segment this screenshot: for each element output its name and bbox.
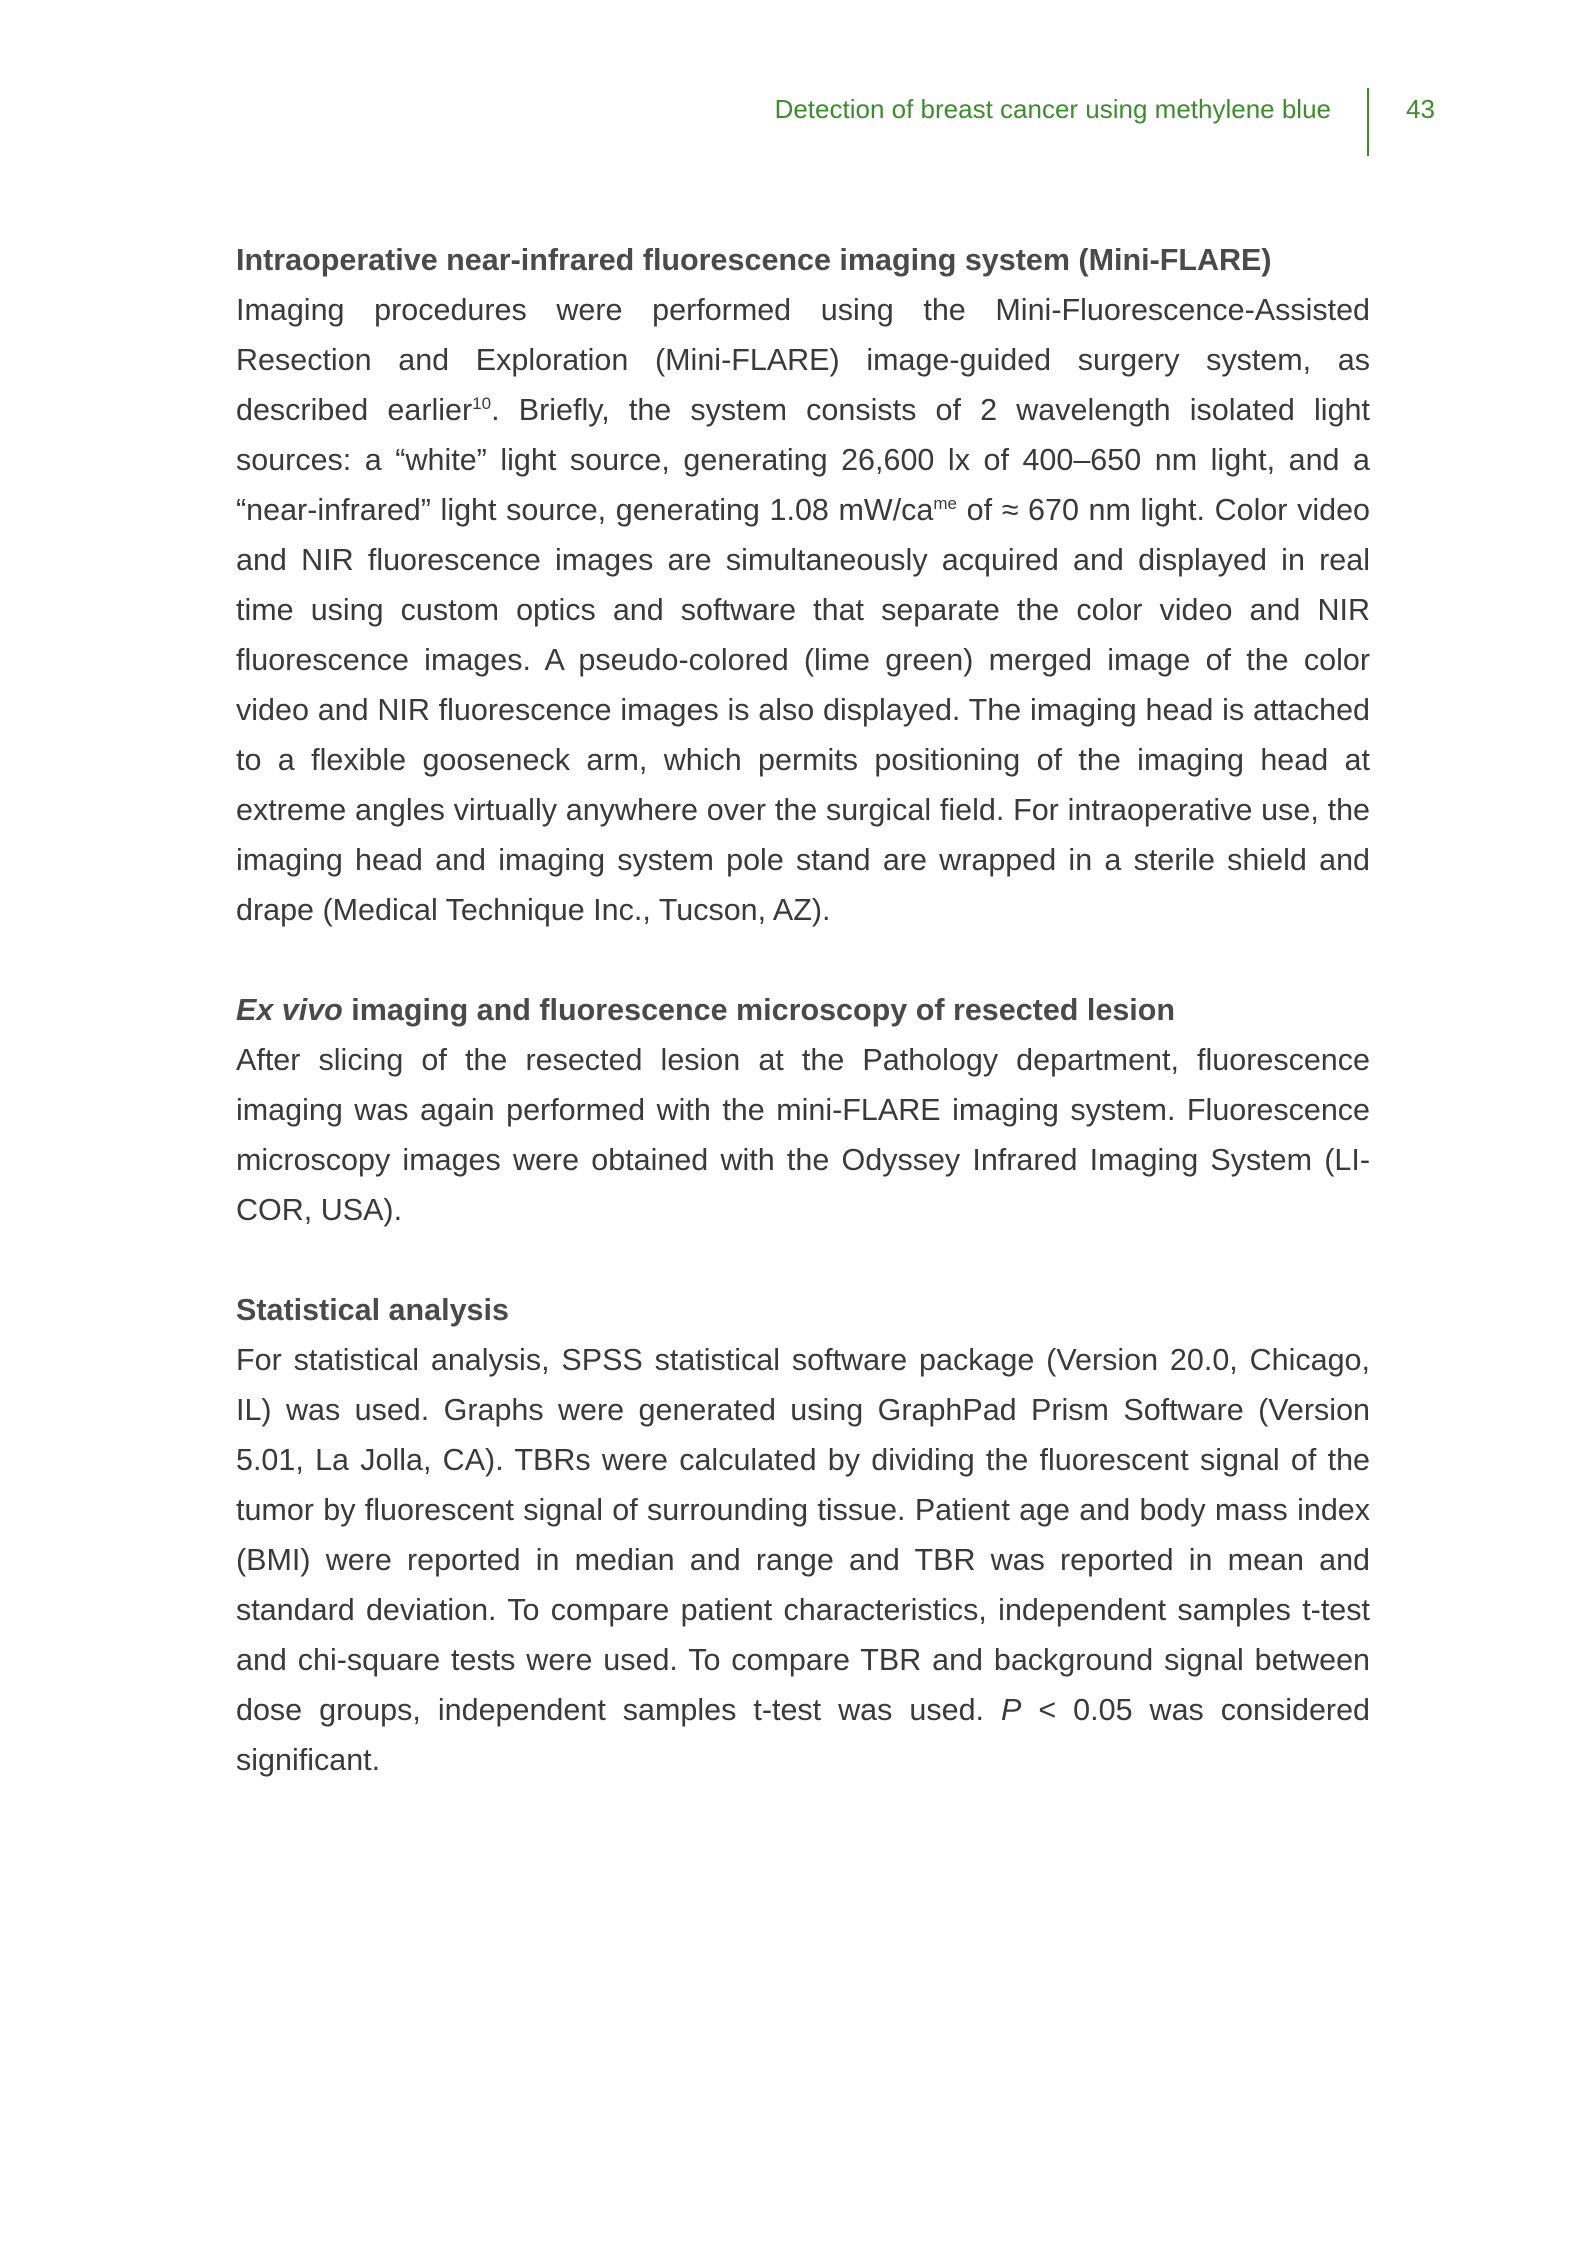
reference-superscript: 10 bbox=[472, 393, 492, 413]
paragraph-text: of ≈ 670 nm light. Color video and NIR fluorescence images are simultaneously acquired and displayed in real time using custom optics and software that separate the color video and NIR fluorescence images. A pseudo-colored (lime green) merged image of the color video and NIR fluorescence images is also displayed. The imaging head is attached to a flexible gooseneck arm, which permits positioning of the imaging head at extreme angles virtually anywhere over the surgical field. For intraoperative use, the imaging head and imaging system pole stand are wrapped in a sterile shield and drape (Medical Technique Inc., Tucson, AZ). bbox=[236, 493, 1371, 927]
unit-superscript: me bbox=[933, 493, 958, 513]
section-heading bbox=[236, 985, 1370, 1035]
heading-text: imaging and fluorescence microscopy of resected lesion bbox=[342, 993, 1176, 1027]
paragraph-text: For statistical analysis, SPSS statistical software package (Version 20.0, Chicago, IL) was used. Graphs were generated using GraphPad Prism Software (Version 5.01, La Jolla, CA). TBRs were calculated by dividing the fluorescent signal of the tumor by fluorescent signal of surrounding tissue. Patient age and body mass index (BMI) were reported in median and range and TBR was reported in mean and standard deviation. To compare patient characteristics, independent samples t-test and chi-square tests were used. To compare TBR and background signal between dose groups, independent samples t-test was used. bbox=[236, 1343, 1370, 1727]
section-statistical-analysis bbox=[236, 1285, 1370, 1785]
section-heading: Statistical analysis bbox=[236, 1293, 509, 1327]
page-header bbox=[0, 88, 1593, 158]
paragraph-text: . Briefly, the system consists of 2 wavelength isolated light sources: a “white” light source, generating 26,600 lx of 400–650 nm light, and a “near-infrared” light source, generating 1.08 mW/ca bbox=[236, 393, 1370, 527]
paragraph-text: Imaging procedures were performed using the Mini-Fluorescence-Assisted Resection and Exploration (Mini-FLARE) image-guided surgery system, as described earlier bbox=[236, 293, 1370, 427]
section-heading: Intraoperative near-infrared fluorescence imaging system (Mini-FLARE) bbox=[236, 243, 1272, 277]
heading-italic: Ex vivo bbox=[236, 993, 343, 1027]
section-mini-flare bbox=[236, 235, 1370, 935]
section-paragraph: After slicing of the resected lesion at the Pathology department, fluorescence imaging was again performed with the mini-FLARE imaging system. Fluorescence microscopy images were obtained with the Odyssey Infrared Imaging System (LI-COR, USA). bbox=[236, 1043, 1370, 1227]
section-paragraph bbox=[236, 1335, 1370, 1785]
section-ex-vivo bbox=[236, 985, 1370, 1235]
paragraph-text: < 0.05 was considered significant. bbox=[236, 1693, 1370, 1777]
page-number: 43 bbox=[1406, 94, 1435, 124]
main-content bbox=[236, 235, 1370, 1835]
p-value-symbol: P bbox=[1001, 1693, 1022, 1727]
header-divider bbox=[1367, 88, 1369, 156]
running-title: Detection of breast cancer using methylene blue bbox=[774, 94, 1331, 124]
section-paragraph bbox=[236, 285, 1370, 935]
